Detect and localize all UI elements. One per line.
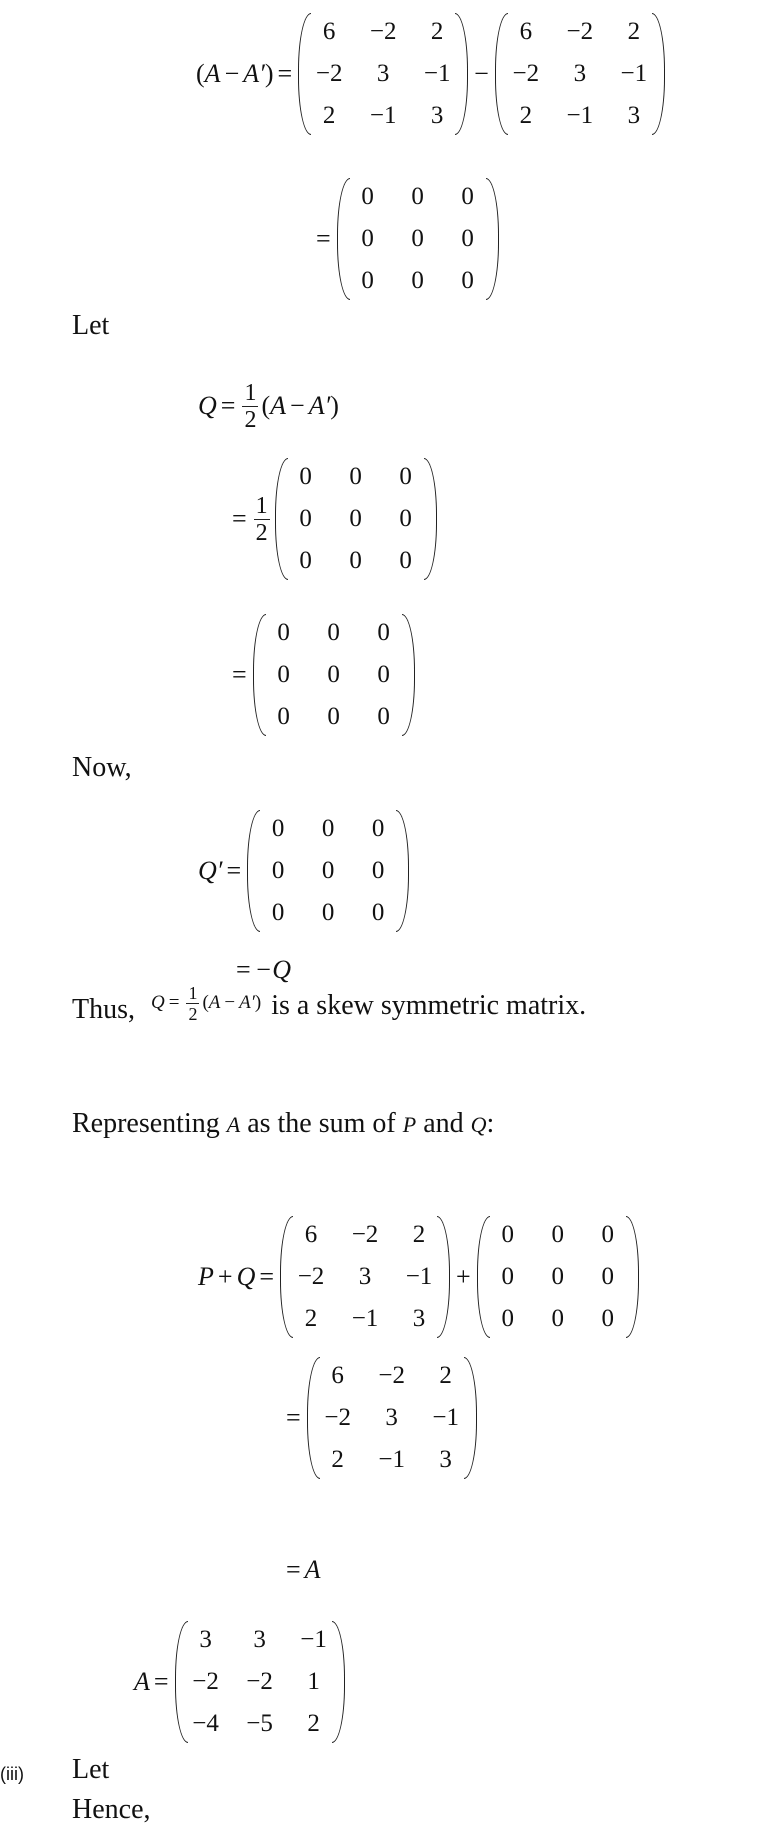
matrix-cell: 2 xyxy=(307,1710,320,1737)
matrix-cell: −1 xyxy=(351,1305,379,1332)
var-q-prime: Q′ xyxy=(198,856,223,885)
matrix-cell: 3 xyxy=(412,1305,426,1332)
var-p: P xyxy=(198,1262,214,1291)
matrix-cell: −1 xyxy=(300,1626,327,1653)
paren: ) xyxy=(330,391,339,420)
matrix-cell: 2 xyxy=(430,18,444,45)
matrix-zero xyxy=(253,614,415,736)
matrix-cell: 0 xyxy=(501,1221,514,1248)
matrix-cell: 0 xyxy=(327,703,340,730)
paren: ) xyxy=(254,992,262,1013)
matrix-cell: 0 xyxy=(501,1263,514,1290)
matrix-cell: 0 xyxy=(601,1305,614,1332)
denominator: 2 xyxy=(188,1003,198,1024)
matrix-cell: −1 xyxy=(369,102,397,129)
matrix-cell: 0 xyxy=(361,225,374,252)
left-paren xyxy=(275,458,288,580)
fraction-half xyxy=(186,983,199,1024)
left-paren xyxy=(477,1216,490,1338)
matrix-cell: 0 xyxy=(371,815,385,842)
right-paren xyxy=(455,13,468,135)
var-q: Q xyxy=(236,1262,256,1291)
equation-q-definition xyxy=(198,378,339,434)
matrix-cell: 3 xyxy=(358,1263,372,1290)
matrix-cell: 0 xyxy=(377,619,390,646)
var-neg-q: −Q xyxy=(254,955,291,984)
right-paren xyxy=(437,1216,450,1338)
matrix-cell: 0 xyxy=(601,1221,614,1248)
matrix-cell: 0 xyxy=(361,267,374,294)
op-equals: = xyxy=(286,1555,301,1584)
equation-half-zero xyxy=(228,452,439,586)
op-equals: = xyxy=(153,1667,169,1696)
matrix-cell: 3 xyxy=(253,1626,266,1653)
op-equals: = xyxy=(277,59,293,88)
matrix-cell: −2 xyxy=(324,1404,351,1431)
right-paren xyxy=(652,13,665,135)
matrix-cell: 0 xyxy=(371,857,385,884)
matrix-cell: −1 xyxy=(432,1404,459,1431)
var-a: A xyxy=(204,59,221,88)
matrix-cell: 2 xyxy=(439,1362,452,1389)
matrix-cell: 0 xyxy=(349,505,362,532)
matrix-a xyxy=(175,1621,345,1743)
text-let: Let xyxy=(72,310,110,341)
matrix-cell: 0 xyxy=(299,547,312,574)
text-as-sum-of: as the sum of xyxy=(247,1108,396,1139)
var-a: A xyxy=(208,992,221,1013)
op-minus: − xyxy=(224,59,240,88)
matrix-cell: 3 xyxy=(199,1626,212,1653)
right-paren xyxy=(464,1357,477,1479)
var-a: A xyxy=(270,391,287,420)
matrix-cell: 2 xyxy=(331,1446,344,1473)
matrix-cell: 0 xyxy=(271,815,285,842)
op-plus: + xyxy=(456,1262,471,1291)
var-a: A xyxy=(226,1112,241,1137)
text-representing-word: Representing xyxy=(72,1108,220,1139)
matrix-cell: −2 xyxy=(246,1668,273,1695)
matrix-cell: 0 xyxy=(411,225,424,252)
matrix-cell: −2 xyxy=(351,1221,379,1248)
matrix-cell: 0 xyxy=(411,267,424,294)
matrix-grid xyxy=(320,1357,464,1479)
matrix-cell: 0 xyxy=(399,463,412,490)
matrix-cell: 6 xyxy=(331,1362,344,1389)
numerator: 1 xyxy=(244,379,257,406)
matrix-cell: −1 xyxy=(378,1446,405,1473)
matrix-cell: 2 xyxy=(412,1221,426,1248)
right-paren xyxy=(486,178,499,300)
equation-sum-result xyxy=(282,1350,479,1486)
matrix-cell: 0 xyxy=(377,661,390,688)
matrix-grid xyxy=(188,1621,332,1743)
op-equals: = xyxy=(259,1262,275,1291)
matrix-grid xyxy=(350,178,486,300)
matrix-cell: 3 xyxy=(573,60,587,87)
matrix-cell: 0 xyxy=(399,505,412,532)
op-minus: − xyxy=(474,59,489,88)
matrix-cell: 0 xyxy=(601,1263,614,1290)
var-a: A xyxy=(304,1555,321,1584)
equation-a-minus-a-transpose xyxy=(196,6,667,142)
matrix-cell: 2 xyxy=(304,1305,318,1332)
left-paren xyxy=(307,1357,320,1479)
matrix-cell: 0 xyxy=(551,1263,564,1290)
matrix-cell: 0 xyxy=(299,463,312,490)
equation-q-zero xyxy=(228,608,417,742)
var-a-prime: A′ xyxy=(239,992,255,1013)
numerator: 1 xyxy=(188,982,198,1003)
matrix-grid xyxy=(266,614,402,736)
matrix-cell: −4 xyxy=(192,1710,219,1737)
text-skew-symmetric: is a skew symmetric matrix. xyxy=(271,990,587,1021)
matrix-zero xyxy=(275,458,437,580)
left-paren xyxy=(253,614,266,736)
denominator: 2 xyxy=(244,406,257,433)
matrix-cell: 2 xyxy=(322,102,336,129)
left-paren xyxy=(247,810,260,932)
matrix-cell: 6 xyxy=(322,18,336,45)
equation-equals-a xyxy=(282,1552,321,1588)
var-a-prime: A′ xyxy=(243,59,265,88)
equation-p-plus-q xyxy=(198,1210,641,1344)
matrix-cell: 0 xyxy=(551,1221,564,1248)
op-equals: = xyxy=(232,504,247,533)
matrix-grid xyxy=(508,13,652,135)
part-label-iii: (iii) xyxy=(0,1764,24,1784)
right-paren xyxy=(424,458,437,580)
matrix-cell: 6 xyxy=(519,18,533,45)
numerator: 1 xyxy=(255,492,268,519)
matrix-cell: 3 xyxy=(385,1404,398,1431)
fraction-half xyxy=(254,493,270,546)
matrix-zero xyxy=(477,1216,639,1338)
matrix-cell: 2 xyxy=(519,102,533,129)
matrix-cell: 0 xyxy=(321,899,335,926)
matrix-cell: 0 xyxy=(349,463,362,490)
var-q: Q xyxy=(470,1112,487,1137)
matrix-cell: 0 xyxy=(461,183,474,210)
matrix-cell: 2 xyxy=(627,18,641,45)
matrix-cell: 0 xyxy=(321,815,335,842)
conclusion-line xyxy=(72,978,586,1028)
op-equals: = xyxy=(226,856,242,885)
text-let-iii: Let xyxy=(72,1754,110,1785)
matrix-zero xyxy=(247,810,409,932)
matrix-cell: 0 xyxy=(271,857,285,884)
matrix-cell: 3 xyxy=(430,102,444,129)
right-paren xyxy=(396,810,409,932)
matrix-grid xyxy=(260,810,396,932)
var-q: Q xyxy=(151,992,165,1013)
matrix-cell: 0 xyxy=(277,619,290,646)
matrix-p xyxy=(298,13,468,135)
matrix-cell: 0 xyxy=(271,899,285,926)
text-and: and xyxy=(423,1108,464,1139)
var-p: P xyxy=(402,1112,417,1137)
matrix-cell: 0 xyxy=(277,661,290,688)
paren: ( xyxy=(261,391,271,420)
op-minus: − xyxy=(224,992,236,1013)
matrix-cell: −2 xyxy=(512,60,540,87)
var-a: A xyxy=(134,1667,150,1696)
op-equals: = xyxy=(232,660,247,689)
matrix-zero xyxy=(337,178,499,300)
matrix-cell: 0 xyxy=(277,703,290,730)
op-plus: + xyxy=(217,1262,233,1291)
matrix-cell: −2 xyxy=(378,1362,405,1389)
matrix-p-transpose xyxy=(495,13,665,135)
matrix-p xyxy=(307,1357,477,1479)
matrix-cell: −2 xyxy=(566,18,594,45)
left-paren xyxy=(337,178,350,300)
text-hence: Hence, xyxy=(72,1794,151,1825)
matrix-grid xyxy=(293,1216,437,1338)
matrix-cell: 0 xyxy=(501,1305,514,1332)
matrix-cell: 0 xyxy=(327,619,340,646)
matrix-p xyxy=(280,1216,450,1338)
op-minus: − xyxy=(290,391,305,420)
text-representing xyxy=(72,1108,494,1140)
paren: ( xyxy=(202,992,209,1013)
matrix-grid xyxy=(288,458,424,580)
matrix-cell: 0 xyxy=(377,703,390,730)
text-colon: : xyxy=(486,1108,495,1139)
matrix-cell: −2 xyxy=(369,18,397,45)
right-paren xyxy=(402,614,415,736)
denominator: 2 xyxy=(255,519,268,546)
equation-a-part-iii xyxy=(134,1614,347,1750)
matrix-cell: −5 xyxy=(246,1710,273,1737)
matrix-cell: 0 xyxy=(361,183,374,210)
right-paren xyxy=(626,1216,639,1338)
fraction-half xyxy=(242,380,258,433)
matrix-cell: 0 xyxy=(399,547,412,574)
matrix-grid xyxy=(311,13,455,135)
matrix-cell: −2 xyxy=(315,60,343,87)
matrix-cell: 3 xyxy=(627,102,641,129)
inline-q-definition xyxy=(151,983,261,1024)
matrix-cell: 0 xyxy=(327,661,340,688)
left-paren xyxy=(280,1216,293,1338)
matrix-cell: −1 xyxy=(405,1263,433,1290)
matrix-cell: 0 xyxy=(321,857,335,884)
matrix-cell: −1 xyxy=(566,102,594,129)
matrix-cell: 0 xyxy=(299,505,312,532)
matrix-cell: 0 xyxy=(411,183,424,210)
left-paren xyxy=(298,13,311,135)
equation-q-transpose xyxy=(198,804,411,938)
left-paren xyxy=(495,13,508,135)
op-equals: = xyxy=(220,391,236,420)
matrix-grid xyxy=(490,1216,626,1338)
matrix-cell: 1 xyxy=(307,1668,320,1695)
text-now: Now, xyxy=(72,752,132,783)
var-a-prime: A′ xyxy=(308,391,331,420)
matrix-cell: 3 xyxy=(376,60,390,87)
matrix-cell: 0 xyxy=(461,267,474,294)
matrix-cell: −2 xyxy=(297,1263,325,1290)
op-equals: = xyxy=(286,1403,301,1432)
matrix-cell: 0 xyxy=(551,1305,564,1332)
op-equals: = xyxy=(168,992,180,1013)
op-equals: = xyxy=(316,224,331,253)
var-q: Q xyxy=(198,391,217,420)
matrix-cell: −2 xyxy=(192,1668,219,1695)
text-thus: Thus, xyxy=(72,994,135,1025)
matrix-cell: 0 xyxy=(461,225,474,252)
matrix-cell: −1 xyxy=(620,60,648,87)
left-paren xyxy=(175,1621,188,1743)
matrix-cell: 3 xyxy=(439,1446,452,1473)
matrix-cell: −1 xyxy=(423,60,451,87)
equation-zero-result xyxy=(312,172,501,306)
paren: ) xyxy=(264,59,274,88)
op-equals: = xyxy=(236,955,251,984)
matrix-cell: 6 xyxy=(304,1221,318,1248)
paren: ( xyxy=(196,59,205,88)
matrix-cell: 0 xyxy=(349,547,362,574)
matrix-cell: 0 xyxy=(371,899,385,926)
right-paren xyxy=(332,1621,345,1743)
